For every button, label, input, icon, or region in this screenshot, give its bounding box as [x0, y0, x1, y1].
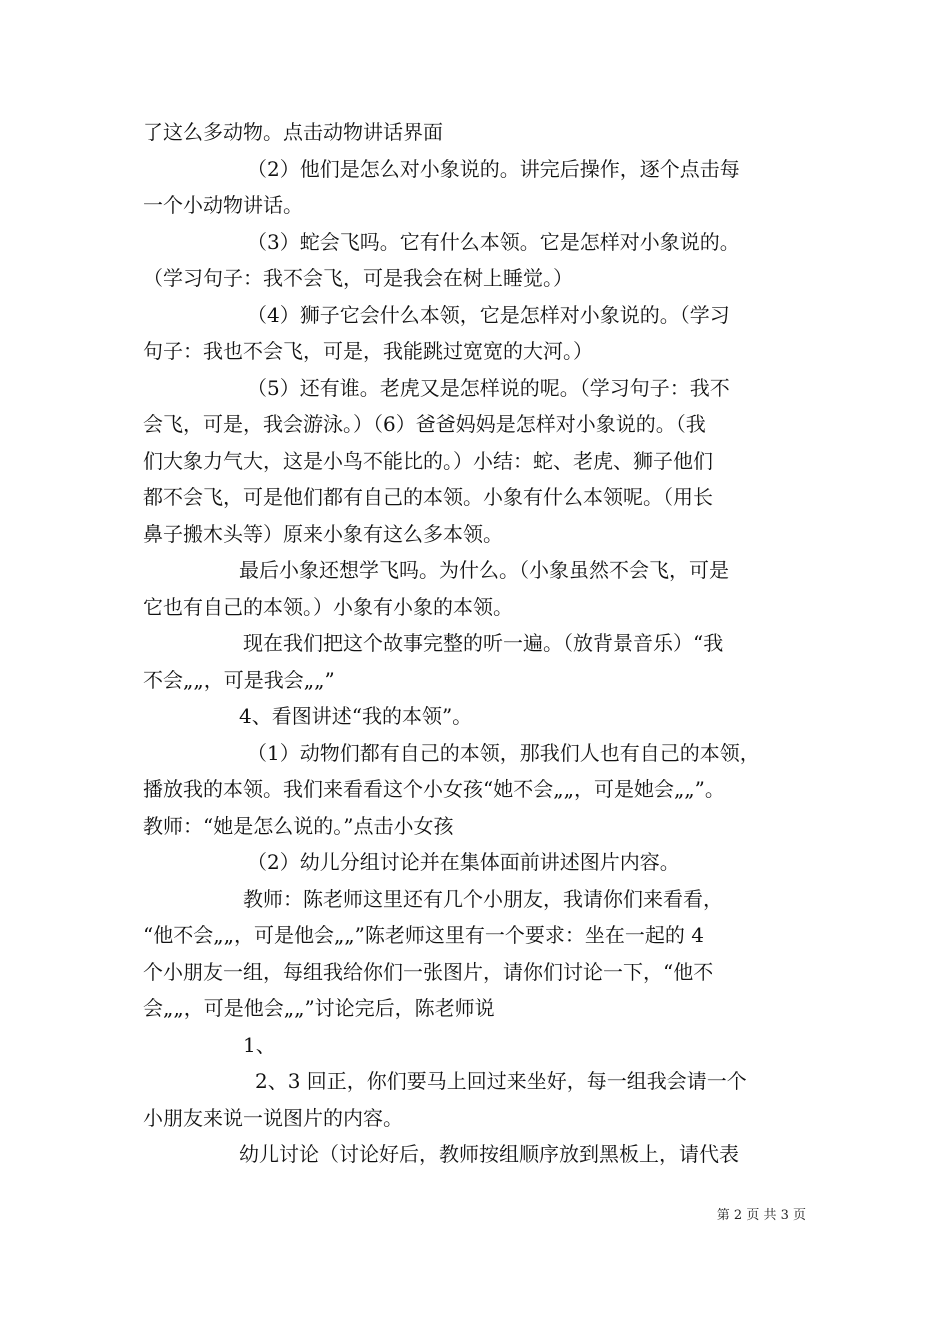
text-line: 句子：我也不会飞，可是，我能跳过宽宽的大河。）: [143, 339, 593, 363]
text-line: （1）动物们都有自己的本领，那我们人也有自己的本领，: [247, 740, 760, 765]
text-line: 了这么多动物。点击动物讲话界面: [143, 120, 443, 144]
text-line: （2）他们是怎么对小象说的。讲完后操作，逐个点击每: [247, 156, 740, 181]
text-line: 会„„，可是他会„„”讨论完后，陈老师说: [143, 996, 495, 1020]
text-line: （学习句子：我不会飞，可是我会在树上睡觉。）: [143, 266, 573, 290]
text-line: 4、看图讲述“我的本领”。: [239, 704, 473, 728]
text-line: 幼儿讨论（讨论好后，教师按组顺序放到黑板上，请代表: [239, 1142, 739, 1166]
text-line: “他不会„„，可是他会„„”陈老师这里有一个要求：坐在一起的 4: [143, 923, 704, 947]
text-line: 播放我的本领。我们来看看这个小女孩“她不会„„，可是她会„„”。: [143, 777, 725, 801]
text-line: （2）幼儿分组讨论并在集体面前讲述图片内容。: [247, 850, 680, 874]
text-line: 会飞，可是，我会游泳。）（6）爸爸妈妈是怎样对小象说的。（我: [143, 412, 706, 436]
text-line: 个小朋友一组，每组我给你们一张图片，请你们讨论一下，“他不: [143, 959, 714, 984]
text-line: 不会„„，可是我会„„”: [143, 667, 335, 692]
text-line: 鼻子搬木头等）原来小象有这么多本领。: [143, 521, 503, 546]
document-body: [143, 114, 809, 1173]
text-line: （5）还有谁。老虎又是怎样说的呢。（学习句子：我不: [247, 375, 730, 400]
text-line: 1、: [243, 1032, 276, 1057]
text-line: （4）狮子它会什么本领，它是怎样对小象说的。（学习: [247, 302, 730, 327]
text-line: 们大象力气大，这是小鸟不能比的。）小结：蛇、老虎、狮子他们: [143, 448, 713, 473]
text-line: 它也有自己的本领。）小象有小象的本领。: [143, 594, 513, 619]
text-line: 教师：“她是怎么说的。”点击小女孩: [143, 813, 454, 838]
text-line: 最后小象还想学飞吗。为什么。（小象虽然不会飞，可是: [239, 558, 729, 582]
text-line: 小朋友来说一说图片的内容。: [143, 1105, 403, 1130]
text-line: 现在我们把这个故事完整的听一遍。（放背景音乐）“我: [243, 631, 724, 655]
page-number-footer: 第 2 页 共 3 页: [716, 1208, 806, 1223]
text-line: 2、3 回正，你们要马上回过来坐好，每一组我会请一个: [255, 1069, 747, 1093]
text-line: 都不会飞，可是他们都有自己的本领。小象有什么本领呢。（用长: [143, 485, 713, 509]
text-line: 教师：陈老师这里还有几个小朋友，我请你们来看看，: [243, 886, 723, 911]
text-line: 一个小动物讲话。: [143, 193, 303, 217]
text-line: （3）蛇会飞吗。它有什么本领。它是怎样对小象说的。: [247, 229, 740, 254]
